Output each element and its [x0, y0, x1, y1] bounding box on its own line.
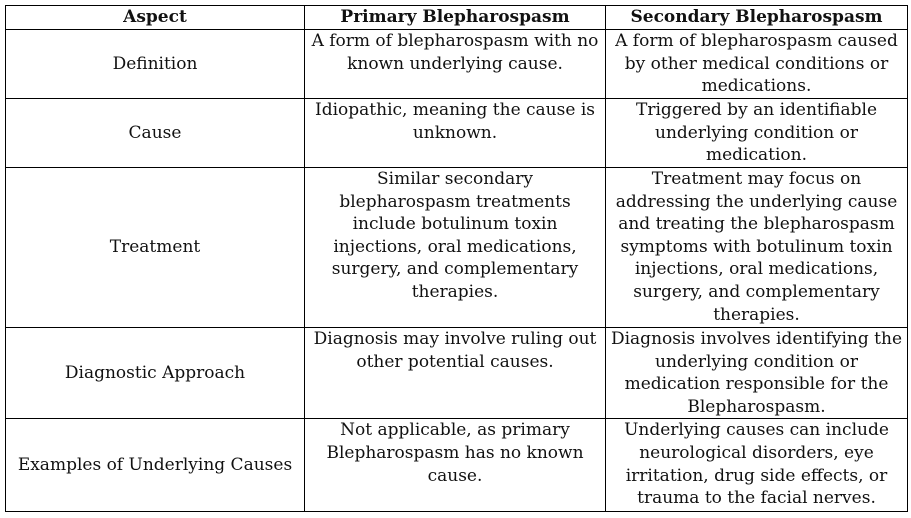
header-primary: Primary Blepharospasm	[305, 6, 606, 30]
secondary-cell: Triggered by an identifiable underlying condition or medication.	[606, 99, 908, 168]
header-secondary: Secondary Blepharospasm	[606, 6, 908, 30]
secondary-cell: Diagnosis involves identifying the underlying condition or medication responsible for the Blepharospasm.	[606, 328, 908, 419]
aspect-cell: Definition	[6, 30, 305, 99]
table-row	[6, 30, 908, 99]
header-aspect: Aspect	[6, 6, 305, 30]
table-row	[6, 419, 908, 512]
table-row	[6, 168, 908, 328]
primary-cell: Not applicable, as primary Blepharospasm has no known cause.	[305, 419, 606, 512]
aspect-cell: Cause	[6, 99, 305, 168]
table-row	[6, 328, 908, 419]
secondary-cell: A form of blepharospasm caused by other medical conditions or medications.	[606, 30, 908, 99]
secondary-cell: Treatment may focus on addressing the underlying cause and treating the blepharospasm symptoms with botulinum toxin injections, oral medications, surgery, and complementary therapies.	[606, 168, 908, 328]
primary-cell: Idiopathic, meaning the cause is unknown.	[305, 99, 606, 168]
aspect-cell: Examples of Underlying Causes	[6, 419, 305, 512]
primary-cell: Similar secondary blepharospasm treatments include botulinum toxin injections, oral medications, surgery, and complementary therapies.	[305, 168, 606, 328]
aspect-cell: Diagnostic Approach	[6, 328, 305, 419]
comparison-table	[5, 5, 908, 512]
header-row	[6, 6, 908, 30]
primary-cell: Diagnosis may involve ruling out other potential causes.	[305, 328, 606, 419]
table-row	[6, 99, 908, 168]
primary-cell: A form of blepharospasm with no known underlying cause.	[305, 30, 606, 99]
aspect-cell: Treatment	[6, 168, 305, 328]
secondary-cell: Underlying causes can include neurological disorders, eye irritation, drug side effects, or trauma to the facial nerves.	[606, 419, 908, 512]
